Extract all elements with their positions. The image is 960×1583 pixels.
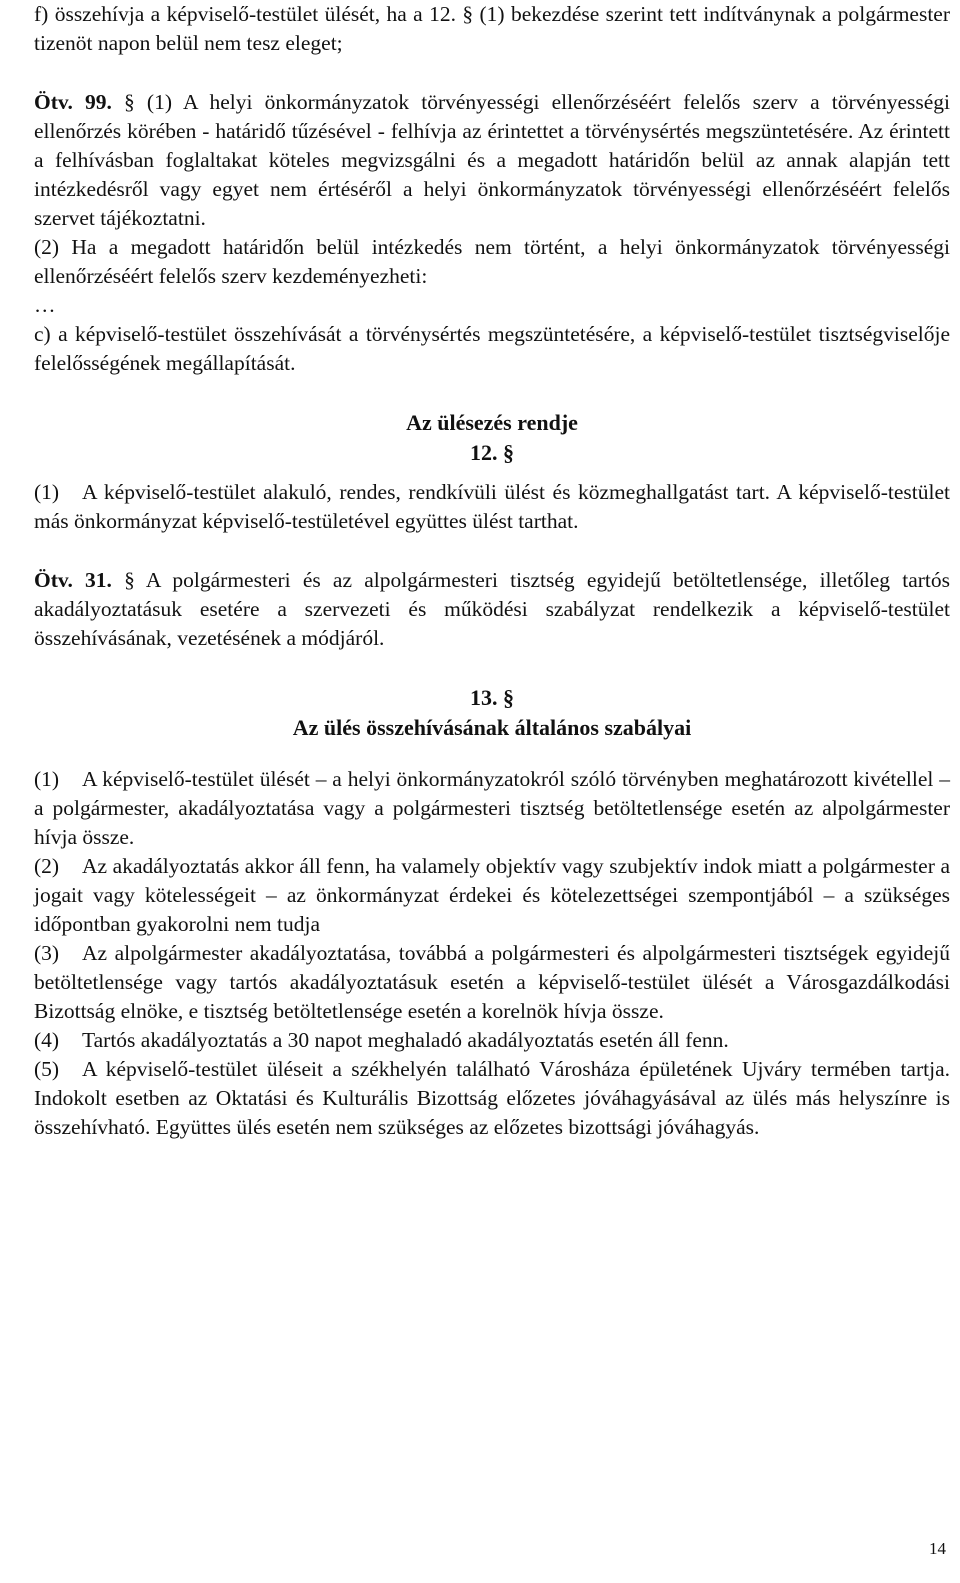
paragraph-text: Az alpolgármester akadályoztatása, továbbá a polgármesteri és alpolgármesteri tisztségek egyidejű betöltetlensége vagy tartós akadályoztatásuk esetén a képviselő-testület ülését a Városgazdálkodási Bizottság elnöke, e tisztség betöltetlensége esetén a korelnök hívja össze. bbox=[34, 941, 950, 1023]
otv-31-reference: Ötv. 31. bbox=[34, 568, 112, 592]
paragraph-13-5 bbox=[34, 1055, 950, 1142]
page-number: 14 bbox=[929, 1539, 946, 1558]
paragraph-number: (4) bbox=[34, 1028, 60, 1052]
otv-99-reference: Ötv. 99. bbox=[34, 90, 112, 114]
spacer bbox=[34, 653, 950, 683]
spacer bbox=[34, 378, 950, 408]
paragraph-otv-31 bbox=[34, 566, 950, 653]
paragraph-number: (1) bbox=[34, 767, 60, 791]
paragraph-otv-99 bbox=[34, 88, 950, 233]
paragraph-text: Az akadályoztatás akkor áll fenn, ha valamely objektív vagy szubjektív indok miatt a polgármester a jogait vagy kötelességeit – az önkormányzat érdekei és kötelezettségei szempontjából – a szükséges időpontban gyakorolni nem tudja bbox=[34, 854, 950, 936]
spacer bbox=[34, 743, 950, 765]
paragraph-number: (5) bbox=[34, 1057, 60, 1081]
paragraph-12-1 bbox=[34, 478, 950, 536]
spacer bbox=[34, 536, 950, 566]
paragraph-text: Tartós akadályoztatás a 30 napot meghaladó akadályoztatás esetén áll fenn. bbox=[82, 1028, 729, 1052]
paragraph-text: A képviselő-testület ülését – a helyi önkormányzatokról szóló törvényben meghatározott kivétellel – a polgármester, akadályoztatása vagy a polgármesteri tisztség betöltetlensége esetén az alpolgármester hívja össze. bbox=[34, 767, 950, 849]
section-heading-number: 12. § bbox=[470, 440, 514, 465]
paragraph-13-4 bbox=[34, 1026, 950, 1055]
spacer bbox=[34, 58, 950, 88]
otv-99-text: § (1) A helyi önkormányzatok törvényességi ellenőrzéséért felelős szerv a törvényességi ellenőrzés körében - határidő tűzésével - felhívja az érintettet a törvénysértés megszüntetésére. Az érintett a felhívásban foglaltakat köteles megvizsgálni és a megadott határidőn belül az annak alapján tett intézkedésről vagy egyet nem értéséről a helyi önkormányzatok törvényességi ellenőrzéséért felelős szervet tájékoztatni. bbox=[34, 90, 950, 230]
document-page bbox=[34, 0, 950, 1142]
section-heading-number: 13. § bbox=[470, 685, 514, 710]
paragraph-number: (2) bbox=[34, 854, 60, 878]
paragraph-13-3 bbox=[34, 939, 950, 1026]
section-heading-title: Az ülésezés rendje bbox=[406, 410, 578, 435]
paragraph-f: f) összehívja a képviselő-testület ülését, ha a 12. § (1) bekezdése szerint tett indítványnak a polgármester tizenöt napon belül nem tesz eleget; bbox=[34, 2, 950, 55]
paragraph-13-2 bbox=[34, 852, 950, 939]
paragraph-otv-99-2: (2) Ha a megadott határidőn belül intézkedés nem történt, a helyi önkormányzatok törvényességi ellenőrzéséért felelős szerv kezdeményezheti: bbox=[34, 235, 950, 288]
paragraph-otv-99-c: c) a képviselő-testület összehívását a törvénysértés megszüntetésére, a képviselő-testület tisztségviselője felelősségének megállapítását. bbox=[34, 322, 950, 375]
paragraph-text: A képviselő-testület alakuló, rendes, rendkívüli ülést és közmeghallgatást tart. A képviselő-testület más önkormányzat képviselő-testületével együttes ülést tarthat. bbox=[34, 480, 950, 533]
paragraph-number: (1) bbox=[34, 480, 60, 504]
spacer bbox=[34, 468, 950, 478]
paragraph-text: A képviselő-testület üléseit a székhelyén található Városháza épületének Ujváry termében tartja. Indokolt esetben az Oktatási és Kulturális Bizottság előzetes jóváhagyásával az ülés más helyszínre is összehívható. Együttes ülés esetén nem szükséges az előzetes bizottsági jóváhagyás. bbox=[34, 1057, 950, 1139]
paragraph-number: (3) bbox=[34, 941, 60, 965]
ellipsis: … bbox=[34, 293, 56, 317]
section-heading-title: Az ülés összehívásának általános szabályai bbox=[292, 715, 692, 740]
otv-31-text: § A polgármesteri és az alpolgármesteri tisztség egyidejű betöltetlensége, illetőleg tartós akadályoztatásuk esetére a szervezeti és működési szabályzat rendelkezik a képviselő-testület összehívásának, vezetésének a módjáról. bbox=[34, 568, 950, 650]
paragraph-13-1 bbox=[34, 765, 950, 852]
